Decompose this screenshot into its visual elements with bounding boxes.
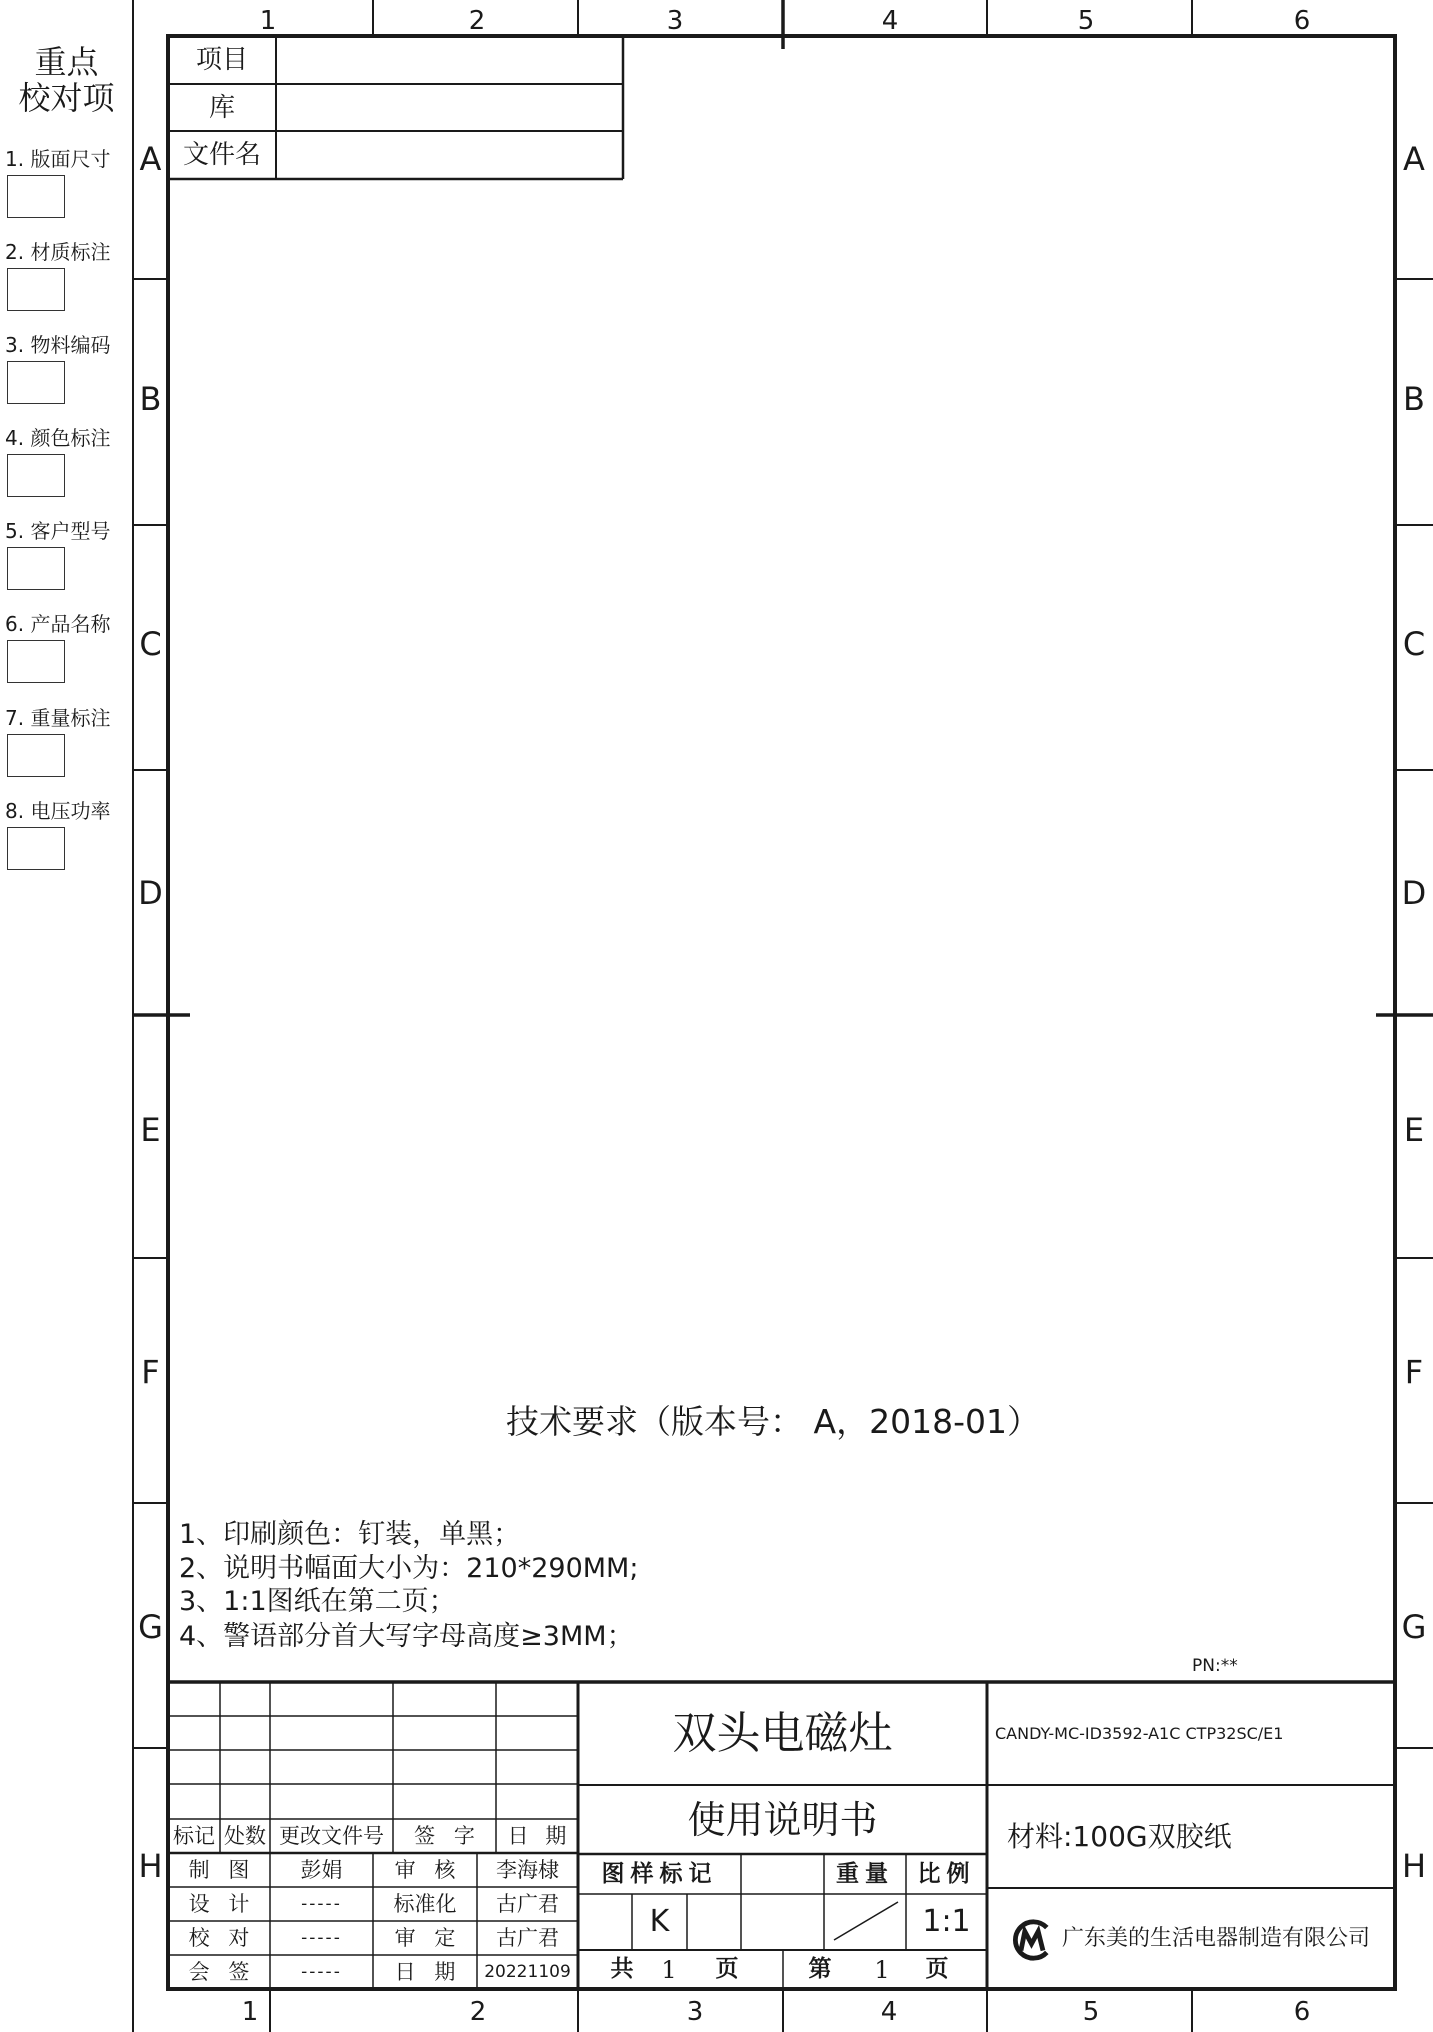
checklist-item-label: 6. 产品名称	[5, 612, 111, 636]
scale-value: 1:1	[922, 1904, 971, 1939]
current-page-prefix: 第	[808, 1956, 832, 1982]
midea-logo-icon	[1007, 1918, 1056, 1962]
tech-requirement-item: 3、1:1图纸在第二页；	[179, 1585, 456, 1617]
total-pages-value: 1	[661, 1955, 677, 1984]
approval-role: 日 期	[394, 1959, 456, 1984]
row-label: C	[1402, 625, 1426, 663]
row-label: A	[1403, 140, 1425, 178]
material: 材料:100G双胶纸	[1007, 1819, 1232, 1853]
checklist-checkbox[interactable]	[7, 547, 65, 590]
current-page-value: 1	[874, 1955, 890, 1984]
checklist-checkbox[interactable]	[7, 361, 65, 404]
row-label: C	[139, 625, 162, 663]
row-label: E	[1403, 1111, 1425, 1149]
info-label-filename: 文件名	[182, 140, 261, 170]
checklist-title-line2: 校对项	[18, 79, 115, 117]
checklist-item-label: 1. 版面尺寸	[5, 147, 111, 171]
scale-label: 比例	[917, 1860, 976, 1887]
row-label: F	[141, 1353, 160, 1391]
column-label: 2	[469, 1997, 487, 2027]
part-number: CANDY-MC-ID3592-A1C CTP32SC/E1	[995, 1723, 1284, 1743]
approval-name: -----	[301, 1961, 342, 1982]
row-label: H	[138, 1847, 163, 1885]
approval-name: -----	[301, 1893, 342, 1914]
drawing-mark-value: K	[649, 1904, 670, 1939]
checklist-checkbox[interactable]	[7, 734, 65, 777]
approval-date: 20221109	[484, 1961, 571, 1982]
revision-header-date: 日 期	[507, 1823, 567, 1848]
checklist-item-label: 7. 重量标注	[5, 706, 111, 730]
total-pages-suffix: 页	[715, 1956, 739, 1982]
revision-header-mark: 标记	[173, 1823, 215, 1848]
document-type: 使用说明书	[687, 1797, 878, 1842]
product-name: 双头电磁灶	[672, 1707, 893, 1759]
checklist-item-label: 4. 颜色标注	[5, 426, 111, 450]
tech-requirements-title: 技术要求（版本号： A，2018-01）	[506, 1401, 1040, 1441]
weight-not-applicable-slash	[834, 1902, 898, 1940]
column-label: 2	[468, 6, 486, 36]
row-label: E	[140, 1111, 161, 1149]
weight-label: 重量	[836, 1860, 894, 1887]
approval-role: 校 对	[188, 1925, 250, 1950]
approval-role: 设 计	[188, 1891, 250, 1916]
info-label-library: 库	[208, 92, 235, 123]
row-label: A	[139, 140, 162, 178]
checklist-item-label: 5. 客户型号	[5, 519, 111, 543]
drawing-mark-label: 图样标记	[601, 1860, 718, 1887]
row-label: H	[1401, 1847, 1427, 1885]
checklist-checkbox[interactable]	[7, 454, 65, 497]
revision-header-signature: 签 字	[414, 1823, 475, 1848]
row-label: D	[1401, 874, 1427, 912]
row-label: D	[138, 874, 163, 912]
approval-name: -----	[301, 1927, 342, 1948]
checklist-title-line1: 重点	[34, 43, 99, 81]
column-label: 3	[686, 1997, 704, 2027]
column-label: 4	[881, 6, 899, 36]
column-label: 5	[1082, 1997, 1100, 2027]
approval-role: 标准化	[393, 1891, 457, 1916]
checklist-checkbox[interactable]	[7, 827, 65, 870]
company-name: 广东美的生活电器制造有限公司	[1062, 1925, 1371, 1951]
revision-header-change-doc: 更改文件号	[279, 1823, 384, 1848]
revision-header-count: 处数	[224, 1823, 266, 1848]
row-label: B	[139, 380, 162, 418]
approval-role: 审 定	[394, 1925, 456, 1950]
column-label: 6	[1293, 1997, 1311, 2027]
checklist-item-label: 2. 材质标注	[5, 240, 111, 264]
column-label: 6	[1293, 6, 1311, 36]
approval-role: 审 核	[394, 1857, 456, 1882]
column-label: 5	[1077, 6, 1095, 36]
approval-role: 会 签	[188, 1959, 250, 1984]
checklist-checkbox[interactable]	[7, 175, 65, 218]
total-pages-prefix: 共	[610, 1956, 634, 1982]
column-label: 1	[259, 6, 277, 36]
checklist-item-label: 8. 电压功率	[5, 799, 111, 823]
approval-role: 制 图	[188, 1857, 250, 1882]
row-label: B	[1403, 380, 1425, 418]
checklist-item-label: 3. 物料编码	[5, 333, 111, 357]
current-page-suffix: 页	[925, 1956, 949, 1982]
row-label: G	[138, 1608, 163, 1646]
pn-label: PN:**	[1192, 1655, 1238, 1676]
tech-requirement-item: 1、印刷颜色：钉装，单黑；	[179, 1518, 521, 1550]
row-label: F	[1404, 1353, 1424, 1391]
column-label: 1	[241, 1997, 259, 2027]
approval-name: 李海棣	[496, 1857, 559, 1882]
row-label: G	[1401, 1608, 1427, 1646]
approval-name: 彭娟	[300, 1857, 343, 1882]
approval-name: 古广君	[496, 1925, 559, 1950]
tech-requirement-item: 2、说明书幅面大小为：210*290MM;	[179, 1552, 639, 1584]
tech-requirement-item: 4、警语部分首大写字母高度≥3MM；	[179, 1620, 634, 1652]
checklist-checkbox[interactable]	[7, 268, 65, 311]
column-label: 4	[880, 1997, 898, 2027]
column-label: 3	[666, 6, 684, 36]
info-label-project: 项目	[195, 45, 248, 75]
approval-name: 古广君	[496, 1891, 559, 1916]
checklist-checkbox[interactable]	[7, 640, 65, 683]
